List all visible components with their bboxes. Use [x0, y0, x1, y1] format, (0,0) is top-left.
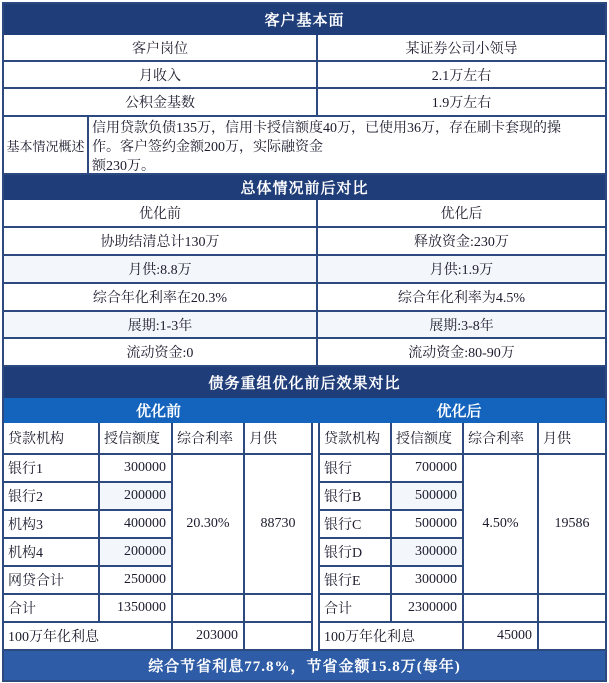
- interest-amount: 45000: [464, 623, 539, 649]
- restructure-subheader: [4, 398, 605, 423]
- before-column-label: 优化前: [4, 200, 318, 226]
- overall-before-cell: 月供:8.8万: [4, 256, 318, 282]
- restructure-after-label: 优化后: [436, 404, 482, 420]
- overall-before-cell: 展期:1-3年: [4, 312, 318, 337]
- overview-label: 基本情况概述: [4, 117, 89, 173]
- table-row: [4, 228, 605, 256]
- credit-amount: 200000: [100, 483, 171, 511]
- credit-amount: 700000: [392, 455, 462, 483]
- overview-line: 信用贷款负债135万，信用卡授信额度40万，已使用36万，存在刷卡套现的操: [92, 121, 561, 136]
- col-header-lender: 贷款机构: [320, 423, 392, 453]
- before-monthly-column: [245, 455, 311, 623]
- empty-cell: [539, 595, 605, 623]
- table-row: [4, 256, 605, 284]
- basic-section-title: 客户基本面: [264, 13, 345, 29]
- table-row: [4, 35, 605, 62]
- overview-text: [89, 117, 605, 173]
- lender-name: 银行: [320, 455, 390, 483]
- col-header-credit: 授信额度: [100, 423, 173, 453]
- credit-amount: 300000: [392, 567, 462, 595]
- credit-amount: 400000: [100, 511, 171, 539]
- table-row: [4, 339, 605, 367]
- empty-cell: [173, 595, 243, 623]
- lender-name: 银行C: [320, 511, 390, 539]
- before-column-headers: [4, 423, 311, 455]
- after-credit-column: [392, 455, 464, 623]
- monthly-payment: 19586: [539, 455, 605, 595]
- overall-section-header: [4, 175, 605, 200]
- interest-label: 100万年化利息: [320, 623, 464, 649]
- lender-name: 银行1: [4, 455, 98, 483]
- credit-amount: 300000: [100, 455, 171, 483]
- overview-line: 额230万。: [92, 159, 155, 174]
- restructure-section-title: 债务重组优化前后效果对比: [208, 376, 401, 392]
- table-row: [4, 62, 605, 89]
- total-label: 合计: [4, 595, 98, 623]
- overview-row: [4, 117, 605, 175]
- after-column-headers: [320, 423, 605, 455]
- overall-colhdr-row: [4, 200, 605, 228]
- overall-before-cell: 综合年化利率在20.3%: [4, 284, 318, 310]
- col-header-rate: 综合利率: [464, 423, 539, 453]
- after-rate-column: [464, 455, 539, 623]
- lender-name: 银行D: [320, 539, 390, 567]
- overall-after-cell: 月供:1.9万: [429, 263, 494, 278]
- basic-section-header: [4, 4, 605, 35]
- basic-row-value: 1.9万左右: [431, 96, 492, 111]
- col-header-rate: 综合利率: [173, 423, 245, 453]
- total-amount: 1350000: [100, 595, 171, 623]
- col-header-credit: 授信额度: [392, 423, 464, 453]
- before-credit-column: [100, 455, 173, 623]
- total-label: 合计: [320, 595, 390, 623]
- after-data: [320, 455, 605, 623]
- credit-amount: 250000: [100, 567, 171, 595]
- col-header-lender: 贷款机构: [4, 423, 100, 453]
- combined-rate: 20.30%: [173, 455, 243, 595]
- basic-row-label: 客户岗位: [4, 35, 318, 60]
- lender-name: 机构3: [4, 511, 98, 539]
- empty-cell: [464, 595, 537, 623]
- empty-cell: [245, 595, 311, 623]
- overall-before-cell: 协助结清总计130万: [4, 228, 318, 254]
- overview-line: 作。客户签约金额200万，实际融资金: [92, 140, 323, 155]
- col-header-monthly: 月供: [543, 432, 571, 447]
- lender-name: 银行E: [320, 567, 390, 595]
- after-interest-row: [320, 623, 605, 651]
- overall-before-cell: 流动资金:0: [4, 339, 318, 365]
- restructure-section-header: [4, 367, 605, 398]
- savings-summary-bar: [4, 651, 605, 680]
- overall-after-cell: 综合年化利率为4.5%: [397, 291, 526, 306]
- basic-row-value: 某证券公司小领导: [405, 41, 518, 57]
- interest-amount: 203000: [173, 623, 245, 649]
- credit-amount: 500000: [392, 511, 462, 539]
- basic-row-value: 2.1万左右: [431, 68, 492, 84]
- before-lender-column: [4, 455, 100, 623]
- restructure-tables: [4, 423, 605, 651]
- empty-cell: [539, 623, 605, 649]
- after-monthly-column: [539, 455, 605, 623]
- col-header-monthly: 月供: [249, 432, 277, 447]
- after-column-label: 优化后: [440, 207, 483, 222]
- overall-after-cell: 流动资金:80-90万: [408, 346, 515, 361]
- interest-label: 100万年化利息: [4, 623, 173, 649]
- restructure-before-label: 优化前: [135, 404, 181, 420]
- overall-section-title: 总体情况前后对比: [240, 181, 369, 197]
- after-lender-column: [320, 455, 392, 623]
- table-row: [4, 89, 605, 117]
- table-row: [4, 312, 605, 339]
- before-rate-column: [173, 455, 245, 623]
- report-table: [2, 2, 607, 682]
- savings-summary-text: 综合节省利息77.8%，节省金额15.8万(每年): [148, 659, 461, 675]
- overall-after-cell: 展期:3-8年: [429, 318, 494, 334]
- after-table: [318, 423, 605, 651]
- lender-name: 银行B: [320, 483, 390, 511]
- lender-name: 机构4: [4, 539, 98, 567]
- before-data: [4, 455, 311, 623]
- basic-row-label: 公积金基数: [4, 89, 318, 115]
- overall-after-cell: 释放资金:230万: [414, 235, 509, 250]
- combined-rate: 4.50%: [464, 455, 537, 595]
- lender-name: 网贷合计: [4, 567, 98, 595]
- credit-amount: 300000: [392, 539, 462, 567]
- before-table: [4, 423, 313, 651]
- monthly-payment: 88730: [245, 455, 311, 595]
- credit-amount: 200000: [100, 539, 171, 567]
- total-amount: 2300000: [392, 595, 462, 623]
- credit-amount: 500000: [392, 483, 462, 511]
- table-row: [4, 284, 605, 312]
- lender-name: 银行2: [4, 483, 98, 511]
- basic-row-label: 月收入: [4, 62, 318, 87]
- empty-cell: [245, 623, 311, 649]
- before-interest-row: [4, 623, 311, 651]
